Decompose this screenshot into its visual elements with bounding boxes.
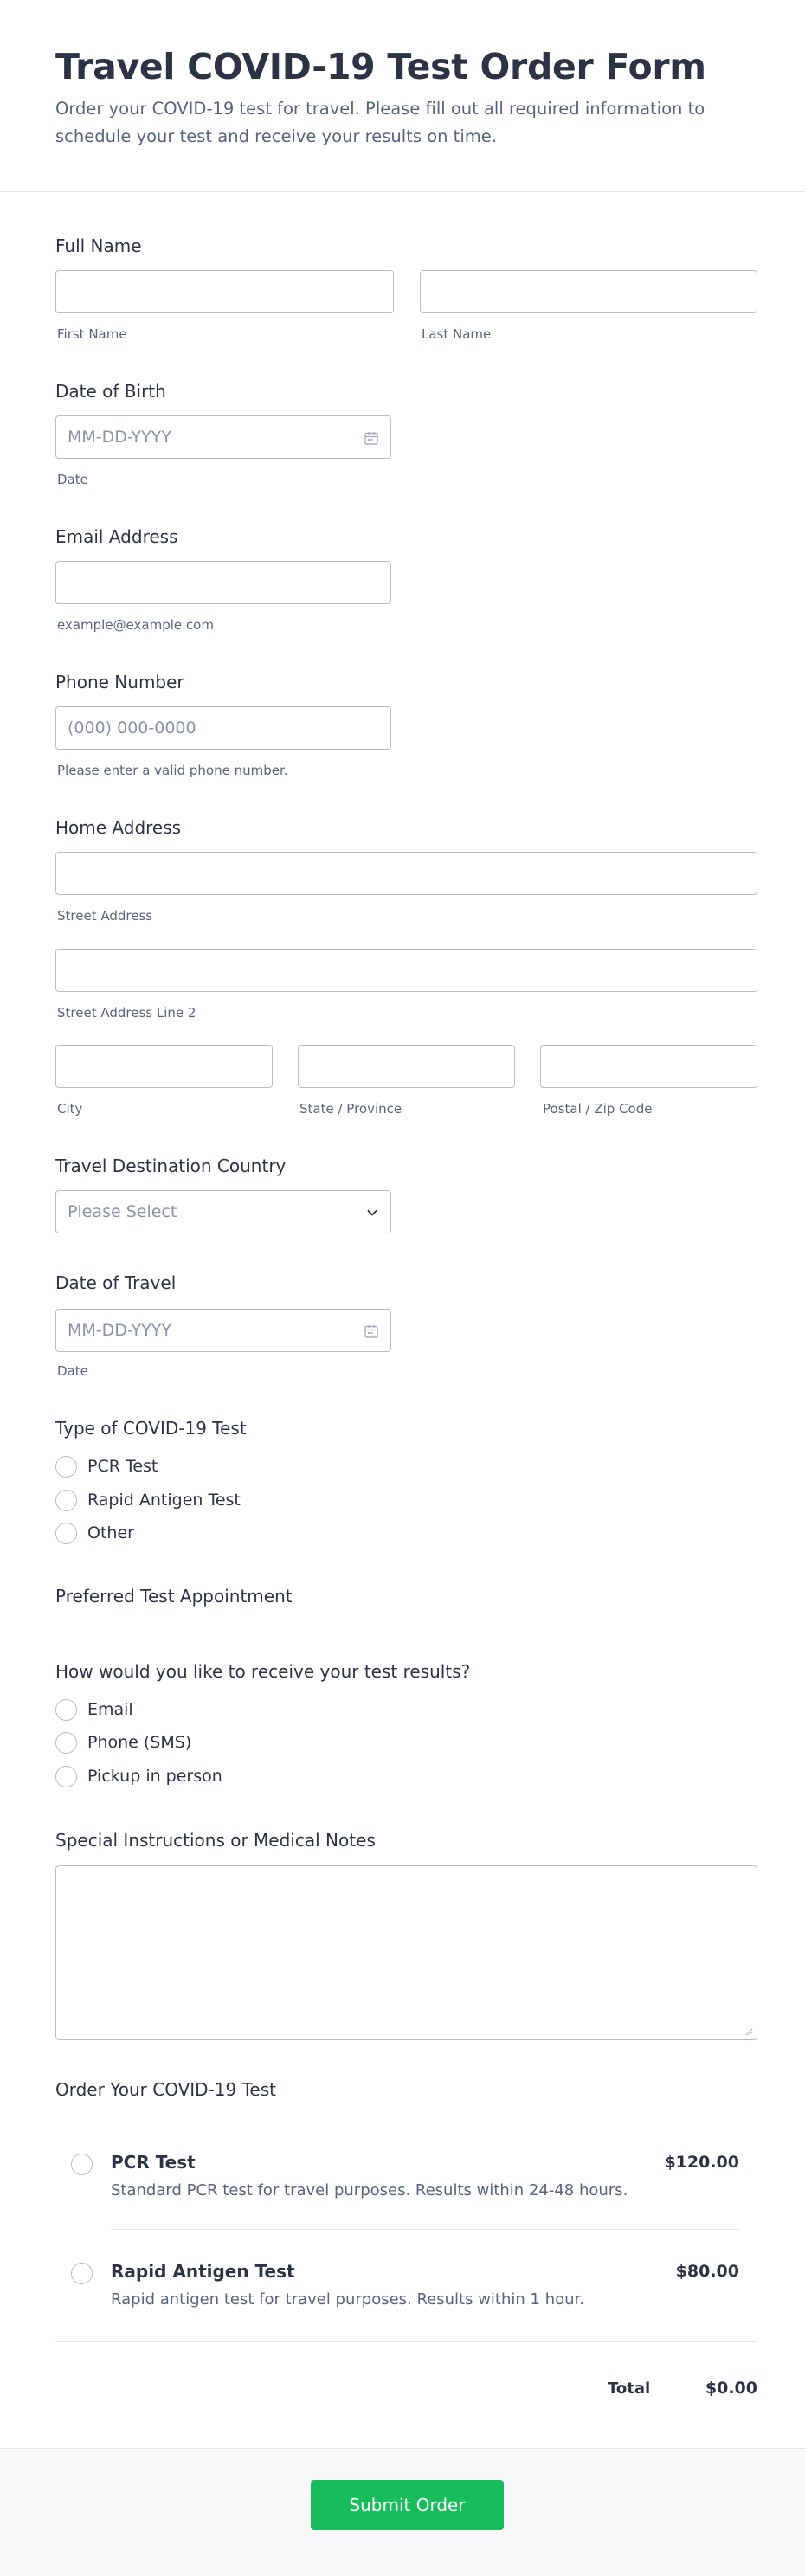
- address-label: Home Address: [55, 817, 182, 838]
- total-value: $0.00: [705, 2379, 757, 2398]
- email-label: Email Address: [55, 526, 178, 547]
- notes-label: Special Instructions or Medical Notes: [55, 1830, 376, 1851]
- destination-placeholder: Please Select: [68, 1202, 177, 1221]
- radio-button[interactable]: [55, 1523, 77, 1544]
- travel-date-label: Date of Travel: [55, 1272, 177, 1293]
- calendar-icon[interactable]: [364, 430, 379, 446]
- zip-input[interactable]: [540, 1045, 757, 1088]
- street-address-line2-sublabel: Street Address Line 2: [57, 1005, 196, 1021]
- submit-button[interactable]: Submit Order: [311, 2480, 504, 2530]
- radio-label: Email: [87, 1700, 133, 1719]
- form-title: Travel COVID-19 Test Order Form: [55, 46, 706, 87]
- radio-button[interactable]: [55, 1732, 77, 1754]
- notes-textarea[interactable]: [55, 1865, 757, 2040]
- test-type-option-pcr[interactable]: [55, 1453, 158, 1479]
- street-address-line2-input[interactable]: [55, 949, 757, 992]
- email-input[interactable]: [55, 561, 391, 604]
- product-name: Rapid Antigen Test: [111, 2261, 295, 2282]
- last-name-input[interactable]: [420, 270, 757, 313]
- test-type-label: Type of COVID-19 Test: [55, 1418, 247, 1439]
- phone-label: Phone Number: [55, 672, 184, 692]
- phone-placeholder: (000) 000-0000: [68, 718, 196, 737]
- calendar-icon[interactable]: [364, 1323, 379, 1339]
- radio-label: Other: [87, 1523, 134, 1542]
- radio-button[interactable]: [55, 1490, 77, 1511]
- destination-label: Travel Destination Country: [55, 1156, 287, 1176]
- travel-date-input[interactable]: [55, 1309, 391, 1352]
- product-divider: [111, 2229, 739, 2230]
- zip-sublabel: Postal / Zip Code: [543, 1101, 653, 1117]
- radio-button[interactable]: [55, 1766, 77, 1787]
- dob-placeholder: MM-DD-YYYY: [68, 428, 171, 447]
- results-option-sms[interactable]: [55, 1729, 191, 1755]
- street-address-sublabel: Street Address: [57, 908, 153, 924]
- destination-select[interactable]: [55, 1190, 391, 1233]
- form-footer: [0, 2448, 805, 2576]
- test-type-option-rapid[interactable]: [55, 1487, 241, 1513]
- test-type-option-other[interactable]: [55, 1520, 134, 1546]
- dob-sublabel: Date: [57, 472, 88, 487]
- product-select-radio[interactable]: [71, 2154, 93, 2175]
- city-input[interactable]: [55, 1045, 273, 1088]
- chevron-down-icon[interactable]: [364, 1205, 380, 1220]
- order-divider: [55, 2341, 757, 2342]
- state-sublabel: State / Province: [299, 1101, 402, 1117]
- street-address-input[interactable]: [55, 852, 757, 895]
- radio-label: PCR Test: [87, 1457, 158, 1476]
- appointment-label: Preferred Test Appointment: [55, 1586, 293, 1607]
- last-name-sublabel: Last Name: [422, 326, 492, 342]
- full-name-label: Full Name: [55, 235, 142, 256]
- form-header: [0, 0, 805, 192]
- dob-label: Date of Birth: [55, 381, 166, 402]
- state-input[interactable]: [298, 1045, 515, 1088]
- order-label: Order Your COVID-19 Test: [55, 2079, 276, 2100]
- product-price: $120.00: [664, 2153, 739, 2172]
- first-name-sublabel: First Name: [57, 326, 127, 342]
- results-option-email[interactable]: [55, 1697, 133, 1723]
- first-name-input[interactable]: [55, 270, 394, 313]
- product-item-pcr[interactable]: [55, 2150, 757, 2212]
- city-sublabel: City: [57, 1101, 83, 1117]
- email-sublabel: example@example.com: [57, 617, 214, 633]
- radio-label: Pickup in person: [87, 1767, 222, 1786]
- radio-label: Rapid Antigen Test: [87, 1491, 241, 1510]
- results-label: How would you like to receive your test results?: [55, 1661, 471, 1682]
- phone-sublabel: Please enter a valid phone number.: [57, 763, 288, 778]
- product-name: PCR Test: [111, 2152, 196, 2173]
- dob-input[interactable]: [55, 415, 391, 459]
- product-description: Standard PCR test for travel purposes. Results within 24-48 hours.: [111, 2181, 628, 2199]
- travel-date-sublabel: Date: [57, 1363, 88, 1379]
- phone-input[interactable]: [55, 706, 391, 750]
- radio-button[interactable]: [55, 1456, 77, 1478]
- form-description: Order your COVID-19 test for travel. Please fill out all required information to schedule your test and receive your results on time.: [55, 99, 705, 146]
- radio-label: Phone (SMS): [87, 1733, 192, 1752]
- product-price: $80.00: [675, 2262, 739, 2281]
- product-item-rapid-antigen[interactable]: [55, 2259, 757, 2322]
- radio-button[interactable]: [55, 1699, 77, 1721]
- results-option-pickup[interactable]: [55, 1763, 222, 1789]
- total-label: Total: [608, 2380, 651, 2398]
- resize-handle-icon[interactable]: [744, 2027, 753, 2036]
- product-select-radio[interactable]: [71, 2263, 93, 2284]
- product-description: Rapid antigen test for travel purposes. Results within 1 hour.: [111, 2290, 584, 2309]
- travel-date-placeholder: MM-DD-YYYY: [68, 1321, 171, 1340]
